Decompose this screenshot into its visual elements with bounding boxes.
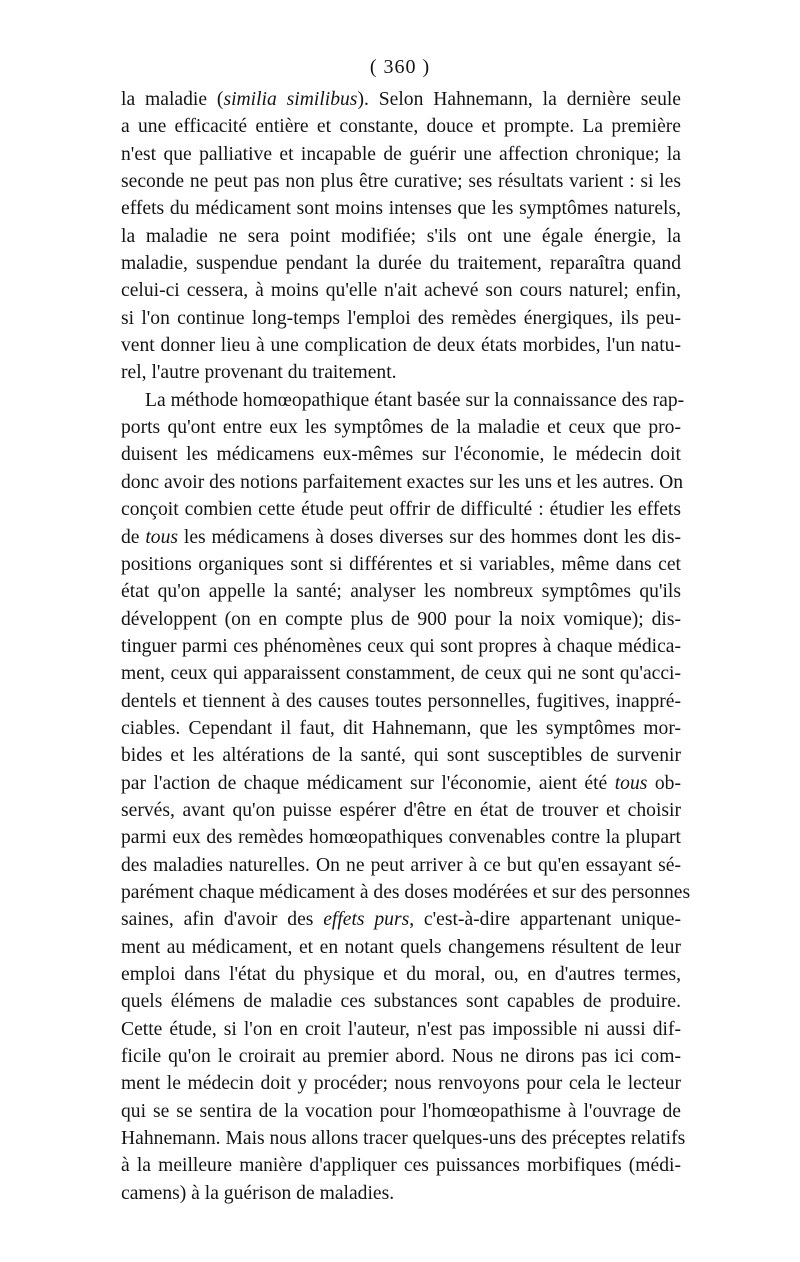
text-segment: état qu'on appelle la santé; analyser les nombreux symptômes qu'ils (121, 581, 681, 603)
text-line (121, 223, 681, 250)
text-segment: vent donner lieu à une complication de deux états morbides, l'un natu- (121, 335, 681, 357)
text-line (121, 1125, 686, 1152)
text-segment: ment le médecin doit y procéder; nous renvoyons pour cela le lecteur (121, 1073, 681, 1095)
text-line (121, 1152, 681, 1179)
text-segment: si l'on continue long-temps l'emploi des remèdes énergiques, ils peu- (121, 307, 681, 329)
text-line (121, 906, 681, 933)
text-segment: la maladie ( (121, 89, 224, 110)
italic-text: tous (614, 772, 648, 794)
text-segment: la maladie ne sera point modifiée; s'ils ont une égale énergie, la (121, 225, 681, 247)
text-segment: celui-ci cessera, à moins qu'elle n'ait achevé son cours naturel; enfin, (121, 280, 681, 302)
text-segment: dentels et tiennent à des causes toutes personnelles, fugitives, inappré- (121, 690, 681, 712)
text-segment: La méthode homœopathique étant basée sur la connaissance des rap- (145, 389, 685, 411)
text-line (121, 715, 681, 742)
italic-text: tous (145, 526, 179, 548)
text-segment: ment, ceux qui apparaissent constamment, de ceux qui ne sont qu'acci- (121, 663, 681, 685)
text-line (121, 332, 681, 359)
text-line (121, 660, 681, 687)
text-line (121, 1098, 681, 1125)
text-line (121, 141, 681, 168)
text-segment: conçoit combien cette étude peut offrir de difficulté : étudier les effets (121, 499, 681, 521)
text-line (121, 824, 681, 851)
text-segment: des maladies naturelles. On ne peut arriver à ce but qu'en essayant sé- (121, 854, 681, 876)
body-text (121, 86, 691, 1207)
italic-text: similia similibus (223, 89, 358, 110)
text-line (121, 988, 681, 1015)
text-segment: donc avoir des notions parfaitement exactes sur les uns et les autres. On (121, 471, 684, 493)
text-line (121, 86, 681, 113)
text-segment: emploi dans l'état du physique et du moral, ou, en d'autres termes, (121, 964, 681, 985)
text-line (121, 688, 681, 715)
text-line (121, 742, 681, 769)
text-segment: saines, afin d'avoir des (121, 909, 324, 931)
text-line (121, 387, 685, 414)
text-line (121, 113, 681, 140)
text-line (121, 305, 681, 332)
text-segment: parément chaque médicament à des doses modérées et sur des personnes (121, 881, 691, 903)
text-line (121, 359, 681, 386)
text-segment: bides et les altérations de la santé, qui sont susceptibles de survenir (121, 745, 681, 767)
text-segment: ciables. Cependant il faut, dit Hahnemann, que les symptômes mor- (121, 717, 681, 739)
page-number: ( 360 ) (369, 56, 431, 78)
text-segment: ment au médicament, et en notant quels changemens résultent de leur (121, 936, 681, 958)
text-segment: servés, avant qu'on puisse espérer d'être en état de trouver et choisir (121, 799, 681, 821)
text-line (121, 414, 681, 441)
text-segment: quels élémens de maladie ces substances sont capables de produire. (121, 991, 681, 1013)
text-segment: ficile qu'on le croirait au premier abord. Nous ne dirons pas ici com- (121, 1046, 681, 1068)
text-segment: effets du médicament sont moins intenses que les symptômes naturels, (121, 198, 681, 220)
text-segment: ports qu'ont entre eux les symptômes de la maladie et ceux que pro- (121, 417, 681, 439)
text-segment: développent (on en compte plus de 900 pour la noix vomique); dis- (121, 608, 681, 630)
text-segment: parmi eux des remèdes homœopathiques convenables contre la plupart (121, 827, 681, 849)
text-line (121, 524, 681, 551)
text-line (121, 1070, 681, 1097)
text-segment: positions organiques sont si différentes et si variables, même dans cet (121, 553, 681, 575)
text-segment: ). Selon Hahnemann, la dernière seule (357, 89, 682, 110)
text-line (121, 277, 681, 304)
text-segment: qui se se sentira de la vocation pour l'homœopathisme à l'ouvrage de (121, 1100, 681, 1122)
text-segment: seconde ne peut pas non plus être curative; ses résultats varient : si les (121, 171, 681, 193)
text-segment: Hahnemann. Mais nous allons tracer quelques-uns des préceptes relatifs (121, 1128, 686, 1150)
text-line (121, 195, 681, 222)
text-segment: camens) à la guérison de maladies. (121, 1182, 395, 1204)
text-line (121, 606, 681, 633)
text-segment: par l'action de chaque médicament sur l'économie, aient été (121, 772, 615, 794)
text-segment: maladie, suspendue pendant la durée du traitement, reparaîtra quand (121, 253, 681, 275)
text-line (121, 250, 681, 277)
text-segment: n'est que palliative et incapable de guérir une affection chronique; la (121, 143, 681, 165)
text-line (121, 578, 681, 605)
text-segment: les médicamens à doses diverses sur des hommes dont les dis- (178, 526, 681, 548)
text-line (121, 770, 681, 797)
text-segment: Cette étude, si l'on en croit l'auteur, n'est pas impossible ni aussi dif- (121, 1018, 681, 1040)
text-line (121, 168, 681, 195)
text-line (121, 441, 681, 468)
text-line (121, 496, 681, 523)
text-line (121, 934, 681, 961)
text-line (121, 852, 681, 879)
text-line (121, 633, 681, 660)
italic-text: effets purs (323, 909, 410, 931)
text-line (121, 961, 681, 988)
text-segment: a une efficacité entière et constante, douce et prompte. La première (121, 116, 681, 138)
text-segment: rel, l'autre provenant du traitement. (121, 362, 397, 384)
text-line (121, 1016, 681, 1043)
text-line (121, 1180, 681, 1207)
text-segment: duisent les médicamens eux-mêmes sur l'économie, le médecin doit (121, 444, 681, 466)
text-segment: ob- (647, 772, 681, 794)
text-line (121, 879, 691, 906)
text-line (121, 551, 681, 578)
text-segment: , c'est-à-dire appartenant unique- (409, 909, 681, 931)
text-line (121, 469, 684, 496)
text-line (121, 1043, 681, 1070)
text-segment: de (121, 526, 146, 548)
text-segment: tinguer parmi ces phénomènes ceux qui sont propres à chaque médica- (121, 635, 681, 657)
text-line (121, 797, 681, 824)
text-segment: à la meilleure manière d'appliquer ces puissances morbifiques (médi- (121, 1155, 681, 1177)
